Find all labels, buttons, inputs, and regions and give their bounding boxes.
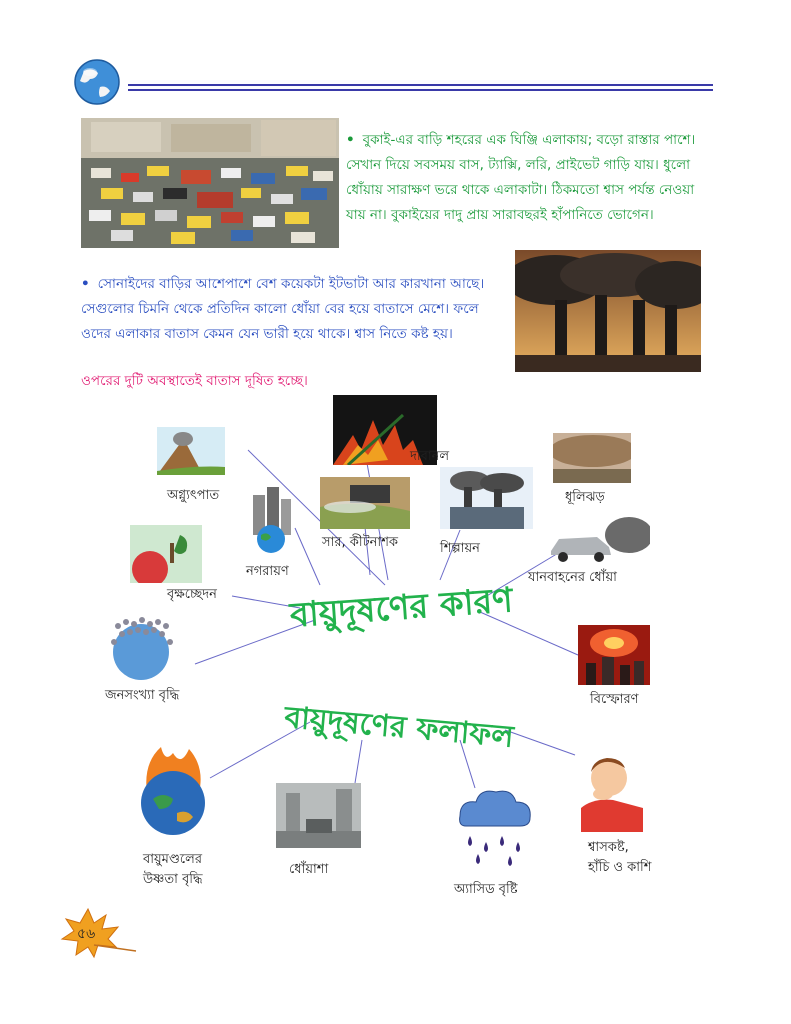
population-icon [98, 612, 184, 680]
dust-storm-icon [553, 433, 631, 483]
smog-icon [276, 783, 361, 848]
effects-title: বায়ুদূষণের ফলাফল [282, 700, 515, 755]
vehicle-smoke-icon [547, 517, 650, 563]
label-population: জনসংখ্যা বৃদ্ধি [105, 688, 180, 703]
urbanization-icon [247, 487, 295, 557]
bullet: • [346, 132, 355, 148]
global-warming-icon [137, 743, 209, 838]
label-volcano: অগ্ন্যুৎপাত [167, 488, 220, 503]
label-deforestation: বৃক্ষচ্ছেদন [167, 587, 217, 602]
label-warming-line1: বায়ুমণ্ডলের [143, 852, 202, 867]
bullet: • [81, 276, 90, 292]
fertilizer-spray-icon [320, 477, 410, 529]
paragraph-traffic-text: বুকাই-এর বাড়ি শহরের এক ঘিঞ্জি এলাকায়; বড়ো রাস্তার পাশে। সেখান দিয়ে সবসময় বাস, ট্যাক্সি, লরি, প্রাইভেট গাড়ি যায়। ধুলো ধোঁয়ায় সারাক্ষণ ভরে থাকে এলাকাটা। ঠিকমতো শ্বাস পর্যন্ত নেওয়া যায় না। বুকাইয়ের দাদু প্রায় সারাবছরই হাঁপানিতে ভোগেন। [346, 132, 696, 223]
label-acid-rain: অ্যাসিড বৃষ্টি [454, 882, 518, 897]
maple-leaf-icon [58, 905, 138, 960]
label-wildfire: দাবানল [410, 449, 450, 464]
label-explosion: বিস্ফোরণ [590, 692, 639, 707]
volcano-icon [157, 427, 225, 475]
acid-rain-icon [450, 786, 535, 871]
label-smog: ধোঁয়াশা [289, 862, 329, 877]
label-warming-line2: উষ্ণতা বৃদ্ধি [143, 872, 203, 887]
label-urbanization: নগরায়ণ [246, 564, 289, 579]
label-breathing-line1: শ্বাসকষ্ট, [588, 840, 629, 855]
label-fertilizer: সার, কীটনাশক [322, 535, 398, 550]
explosion-icon [578, 625, 650, 685]
label-dust-storm: ধূলিঝড় [565, 490, 605, 505]
paragraph-factory-text: সোনাইদের বাড়ির আশেপাশে বেশ কয়েকটা ইটভাটা আর কারখানা আছে। সেগুলোর চিমনি থেকে প্রতিদিন কালো ধোঁয়া বের হয়ে বাতাসে মেশে। ফলে ওদের এলাকার বাতাস কেমন যেন ভারী হয়ে থাকে। শ্বাস নিতে কষ্ট হয়। [81, 276, 485, 342]
causes-title: বায়ুদূষণের কারণ [288, 580, 515, 636]
conclusion-text: ওপরের দুটি অবস্থাতেই বাতাস দূষিত হচ্ছে। [81, 373, 308, 389]
deforestation-icon [130, 525, 202, 583]
industry-icon [440, 467, 533, 529]
label-vehicle-smoke: যানবাহনের ধোঁয়া [528, 570, 617, 585]
label-breathing-line2: হাঁচি ও কাশি [588, 860, 652, 875]
page-number: ৫৬ [77, 926, 96, 942]
coughing-person-icon [573, 748, 651, 832]
label-industrialization: শিল্পায়ন [440, 541, 480, 556]
